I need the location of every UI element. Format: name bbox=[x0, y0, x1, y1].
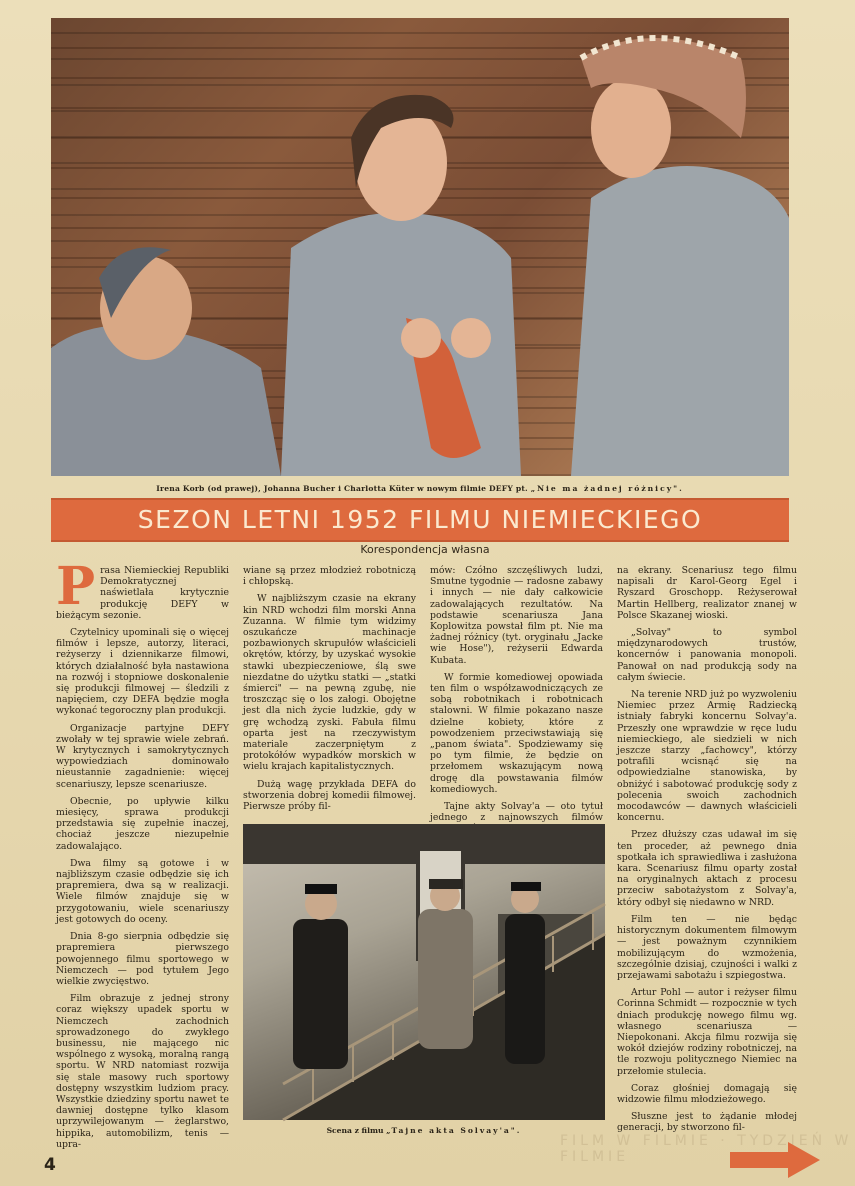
paragraph: Dużą wagę przykłada DEFA do stworzenia dobrej komedii filmowej. Pierwsze próby fil- bbox=[243, 778, 416, 813]
paragraph: Coraz głośniej domagają się widzowie filmu młodzieżowego. bbox=[617, 1082, 797, 1105]
article-column-3 bbox=[430, 565, 603, 824]
paragraph: „Solvay" to symbol międzynarodowych trustów, koncernów i panowania monopoli. Panował on nad produkcją sody na całym świecie. bbox=[617, 627, 797, 683]
article-subtitle: Korespondencja własna bbox=[360, 543, 490, 556]
paragraph: Artur Pohl — autor i reżyser filmu Corinna Schmidt — rozpocznie w tych dniach produkcję nowego filmu wg. własnego scenariusza — Niepokonani. Akcja filmu rozwija się wokół dziejów rodziny robotniczej, na tle rozwoju politycznego Niemiec na przełomie stulecia. bbox=[617, 987, 797, 1077]
article-column-4 bbox=[617, 565, 797, 1140]
paragraph: Słuszne jest to żądanie młodej generacji, by stworzono fil- bbox=[617, 1111, 797, 1134]
drop-cap: P bbox=[56, 556, 96, 617]
paragraph: na ekrany. Scenariusz tego filmu napisali dr Karol-Georg Egel i Ryszard Groschopp. Reżyserował Martin Hellberg, realizator znanej w Polsce Skazanej wioski. bbox=[617, 565, 797, 621]
paragraph: Na terenie NRD już po wyzwoleniu Niemiec przez Armię Radziecką istniały fabryki koncernu Solvay'a. Przeszły one wprawdzie w ręce ludu niemieckiego, ale siedzieli w nich jeszcze starzy „fachowcy", którzy potrafili wcisnąć się na odpowiedzialne stanowiska, by obniżyć i sabotować produkcję sody z polecenia swoich zachodnich mocodawców — dawnych właścicieli koncernu. bbox=[617, 689, 797, 824]
article-column-2 bbox=[243, 565, 416, 820]
top-photo-caption-text: Irena Korb (od prawej), Johanna Bucher i Charlotta Küter w nowym filmie DEFY pt. bbox=[156, 484, 531, 493]
paragraph: Tajne akty Solvay'a — oto tytuł jednego z najnowszych filmów bbox=[430, 801, 603, 824]
top-photo-three-women bbox=[51, 18, 789, 476]
officer-figure-left bbox=[293, 884, 348, 1069]
footer-watermark: FILM W FILMIE · TYDZIEŃ W FILMIE bbox=[560, 1133, 853, 1165]
bottom-photo-caption bbox=[243, 1126, 605, 1135]
paragraph: Film obrazuje z jednej strony coraz większy upadek sportu w Niemczech zachodnich sprowadzonego do zwykłego businessu, nie mającego nic wspólnego z wysoką, moralną rangą sportu. W NRD natomiast rozwija się stale masowy ruch sportowy dostępny wszystkim ludziom pracy. Wszystkie dziedziny sportu nawet te dawniej dostępne tylko klasom uprzywilejowanym — żeglarstwo, hippika, automobilizm, tenis — upra- bbox=[56, 993, 229, 1150]
bottom-photo-illustration bbox=[243, 824, 605, 1120]
paragraph: mów: Czółno szczęśliwych ludzi, Smutne tygodnie — radosne zabawy i innych — nie dały całkowicie zadowalających rezultatów. Na podstawie scenariusza Jana Koplowitza powstał film pt. Nie ma żadnej różnicy (tyt. oryginału „Jacke wie Hose"), reżyserii Edwarda Kubata. bbox=[430, 565, 603, 666]
paragraph: Prasa Niemieckiej Republiki Demokratycznej naświetlała krytycznie produkcję DEFY w bieżącym sezonie. bbox=[56, 556, 229, 621]
paragraph: W formie komediowej opowiada ten film o współzawodniczących ze sobą robotnikach i robotnicach stalowni. W filmie pokazano nasze dzielne kobiety, które z powodzeniem przeciwstawiają się „panom świata". Spodziewamy się po tym filmie, że będzie on przełomem wskazującym nową drogę dla powstawania filmów komediowych. bbox=[430, 671, 603, 795]
paragraph: Dwa filmy są gotowe i w najbliższym czasie odbędzie się ich prapremiera, dwa są w realizacji. Wiele filmów znajduje się w przygotowaniu, wiele scenariuszy jest gotowych do oceny. bbox=[56, 857, 229, 925]
paragraph: Przez dłuższy czas udawał im się ten proceder, aż pewnego dnia spotkała ich sprawiedliwa i zasłużona kara. Scenariusz filmu oparty został na oryginalnych aktach z procesu przeciw sabotażystom z Solvay'a, który odbył się niedawno w NRD. bbox=[617, 829, 797, 908]
paragraph: Organizacje partyjne DEFY zwołały w tej sprawie wiele zebrań. W krytycznych i samokrytycznych wypowiedziach dominowało nieustannie zagadnienie: więcej scenariuszy, lepsze scenariusze. bbox=[56, 722, 229, 790]
headline-banner bbox=[51, 498, 789, 542]
next-page-arrow-icon[interactable] bbox=[730, 1140, 822, 1180]
article-title: SEZON LETNI 1952 FILMU NIEMIECKIEGO bbox=[137, 505, 703, 534]
top-photo-caption-title: „Nie ma żadnej różnicy". bbox=[530, 484, 684, 493]
top-photo-caption bbox=[51, 484, 789, 493]
article-column-1 bbox=[56, 556, 229, 1156]
woman-left-figure bbox=[51, 247, 281, 476]
bottom-photo-caption-title: „Tajne akta Solvay'a". bbox=[386, 1126, 522, 1135]
woman-middle-figure bbox=[281, 95, 521, 476]
officer-figure-right bbox=[505, 882, 545, 1064]
paragraph: Czytelnicy upominali się o więcej filmów i lepsze, autorzy, literaci, reżyserzy i dziennikarze filmowi, których działalność była nastawiona na rozwój i stopniowe doskonalenie się produkcji filmowej — śledzili z napięciem, czy DEFA będzie mogła wykonać tegoroczny plan produkcji. bbox=[56, 627, 229, 717]
bottom-photo-caption-text: Scena z filmu bbox=[326, 1126, 387, 1135]
paragraph: wiane są przez młodzież robotniczą i chłopską. bbox=[243, 565, 416, 588]
top-photo-illustration bbox=[51, 18, 789, 476]
paragraph: Film ten — nie będąc historycznym dokumentem filmowym — jest poważnym czynnikiem mobilizującym do wzmożenia, szczególnie dzisiaj, czujności i walki z przejawami sabotażu i szpiegostwa. bbox=[617, 913, 797, 981]
page-number: 4 bbox=[44, 1155, 56, 1175]
woman-right-figure bbox=[571, 38, 789, 476]
paragraph: Obecnie, po upływie kilku miesięcy, sprawa produkcji przedstawia się zupełnie inaczej, chociaż jeszcze niezupełnie zadowalająco. bbox=[56, 795, 229, 852]
bottom-photo-staircase-scene bbox=[243, 824, 605, 1120]
paragraph: Dnia 8-go sierpnia odbędzie się prapremiera pierwszego powojennego filmu sportowego w Niemczech — pod tytułem Jego wielkie zwycięstwo. bbox=[56, 931, 229, 987]
paragraph: W najbliższym czasie na ekrany kin NRD wchodzi film morski Anna Zuzanna. W filmie tym widzimy oszukańcze machinacje pozbawionych skrupułów właścicieli okrętów, którzy, by uzyskać wysokie stawki ubezpieczeniowe, ślą swe niezdatne do użytku statki — „statki śmierci" — na pewną zgubę, nie troszcząc się o los załogi. Obojętne jest dla nich życie ludzkie, gdy w grę wchodzą zyski. Fabuła filmu oparta jest na rzeczywistym materiale zaczerpniętym z protokółów wypadków morskich w wielu krajach kapitalistycznych. bbox=[243, 593, 416, 773]
